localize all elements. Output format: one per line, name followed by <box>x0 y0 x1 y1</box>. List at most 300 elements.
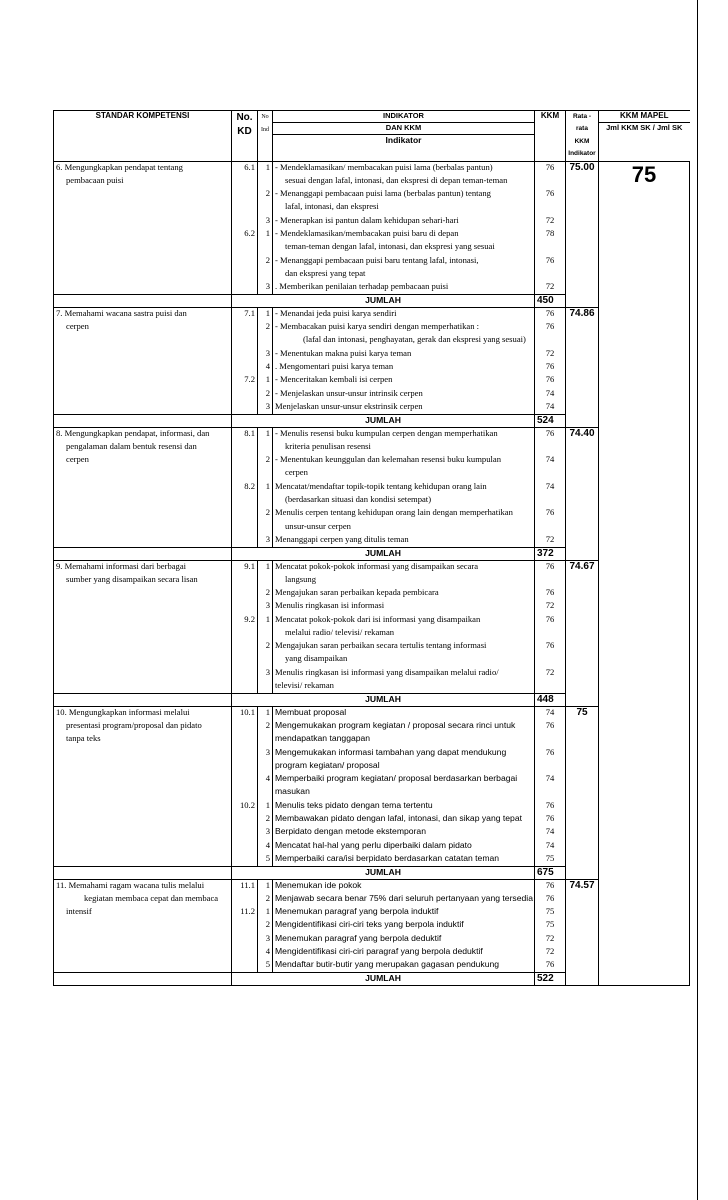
kkm-value-cell: 76 <box>535 587 566 600</box>
standar-kompetensi-cell: 11. Memahami ragam wacana tulis melalui <box>54 880 232 893</box>
standar-kompetensi-cell <box>54 494 232 507</box>
no-indikator-cell: 2 <box>258 813 273 826</box>
kkm-mapel-value: 75 <box>599 162 690 986</box>
no-indikator-cell: 3 <box>258 933 273 946</box>
kd-cell <box>232 574 258 587</box>
kkm-value-cell: 76 <box>535 893 566 906</box>
header-rata-3: KKM <box>574 137 590 145</box>
kkm-value-cell: 78 <box>535 228 566 241</box>
kkm-value-cell: 76 <box>535 308 566 321</box>
rata-rata-kkm-cell: 74.57 <box>566 880 599 986</box>
jumlah-blank <box>54 414 232 427</box>
kkm-value-cell <box>535 268 566 281</box>
standar-kompetensi-cell: pengalaman dalam bentuk resensi dan <box>54 441 232 454</box>
indikator-row <box>54 308 690 321</box>
page-right-rule <box>697 0 698 1200</box>
kd-cell <box>232 933 258 946</box>
kkm-value-cell <box>535 521 566 534</box>
jumlah-value: 675 <box>535 866 566 879</box>
kd-cell <box>232 773 258 786</box>
indikator-cell: - Menanggapi pembacaan puisi baru tentang lafal, intonasi, <box>273 255 535 268</box>
no-indikator-cell: 4 <box>258 361 273 374</box>
kd-cell: 6.1 <box>232 162 258 175</box>
kkm-value-cell: 74 <box>535 773 566 786</box>
kkm-value-cell <box>535 175 566 188</box>
kd-cell <box>232 321 258 334</box>
header-kkm: KKM <box>535 111 566 162</box>
kkm-value-cell: 76 <box>535 321 566 334</box>
jumlah-label: JUMLAH <box>232 973 535 986</box>
indikator-cell: Menulis ringkasan isi informasi <box>273 600 535 613</box>
kd-cell: 8.2 <box>232 481 258 494</box>
kkm-value-cell: 74 <box>535 401 566 414</box>
indikator-cell: Memperbaiki program kegiatan/ proposal berdasarkan berbagai <box>273 773 535 786</box>
indikator-cell: Berpidato dengan metode ekstemporan <box>273 826 535 839</box>
kd-cell <box>232 653 258 666</box>
indikator-cell: Menulis cerpen tentang kehidupan orang lain dengan memperhatikan <box>273 507 535 520</box>
indikator-cell: - Menanggapi pembacaan puisi lama (berbalas pantun) tentang <box>273 188 535 201</box>
indikator-cell: Mencatat/mendaftar topik-topik tentang kehidupan orang lain <box>273 481 535 494</box>
header-standar: STANDAR KOMPETENSI <box>54 111 232 162</box>
indikator-cell: Mengajukan saran perbaikan secara tertulis tentang informasi <box>273 640 535 653</box>
no-indikator-cell: 3 <box>258 600 273 613</box>
jumlah-label: JUMLAH <box>232 693 535 706</box>
indikator-cell: (lafal dan intonasi, penghayatan, gerak dan ekspresi yang sesuai) <box>273 334 535 347</box>
indikator-cell: Memperbaiki cara/isi berpidato berdasarkan catatan teman <box>273 853 535 866</box>
header-mapel-2: Jml KKM SK / Jml SK <box>599 123 690 162</box>
standar-kompetensi-cell: cerpen <box>54 321 232 334</box>
kkm-value-cell <box>535 467 566 480</box>
standar-kompetensi-cell <box>54 188 232 201</box>
no-indikator-cell <box>258 786 273 799</box>
kd-cell <box>232 747 258 760</box>
indikator-cell: Menjawab secara benar 75% dari seluruh pertanyaan yang tersedia <box>273 893 535 906</box>
header-rata-2: rata <box>576 125 588 133</box>
kkm-value-cell: 72 <box>535 946 566 959</box>
indikator-cell: - Menentukan keunggulan dan kelemahan resensi buku kumpulan <box>273 454 535 467</box>
no-indikator-cell: 2 <box>258 893 273 906</box>
no-indikator-cell <box>258 441 273 454</box>
standar-kompetensi-cell <box>54 481 232 494</box>
jumlah-value: 448 <box>535 693 566 706</box>
no-indikator-cell: 1 <box>258 707 273 720</box>
indikator-row <box>54 162 690 175</box>
no-indikator-cell: 3 <box>258 215 273 228</box>
no-indikator-cell <box>258 467 273 480</box>
indikator-cell: Mengemukakan program kegiatan / proposal secara rinci untuk <box>273 720 535 733</box>
no-indikator-cell: 1 <box>258 560 273 573</box>
kd-cell <box>232 826 258 839</box>
indikator-cell: Mendaftar butir-butir yang merupakan gagasan pendukung <box>273 959 535 972</box>
standar-kompetensi-cell <box>54 640 232 653</box>
bottom-border-cell <box>232 986 258 987</box>
indikator-cell: Mengemukakan informasi tambahan yang dapat mendukung <box>273 747 535 760</box>
bottom-border-cell <box>535 986 566 987</box>
indikator-cell: Membawakan pidato dengan lafal, intonasi, dan sikap yang tepat <box>273 813 535 826</box>
standar-kompetensi-cell: intensif <box>54 906 232 919</box>
kd-cell <box>232 281 258 294</box>
kkm-value-cell: 76 <box>535 507 566 520</box>
no-indikator-cell: 2 <box>258 321 273 334</box>
standar-kompetensi-cell <box>54 959 232 972</box>
standar-kompetensi-cell <box>54 228 232 241</box>
indikator-cell: lafal, intonasi, dan ekspresi <box>273 201 535 214</box>
header-rata-4: Indikator <box>568 150 596 158</box>
indikator-cell: Menulis teks pidato dengan tema tertentu <box>273 800 535 813</box>
no-indikator-cell: 3 <box>258 348 273 361</box>
indikator-cell: Mengidentifikasi ciri-ciri teks yang berpola induktif <box>273 919 535 932</box>
rata-rata-kkm-cell: 74.67 <box>566 560 599 706</box>
indikator-row <box>54 707 690 720</box>
no-indikator-cell: 2 <box>258 255 273 268</box>
kd-cell: 7.1 <box>232 308 258 321</box>
no-indikator-cell: 5 <box>258 853 273 866</box>
rata-rata-kkm-cell: 75.00 <box>566 162 599 308</box>
no-indikator-cell <box>258 733 273 746</box>
standar-kompetensi-cell <box>54 521 232 534</box>
no-indikator-cell: 2 <box>258 507 273 520</box>
no-indikator-cell <box>258 760 273 773</box>
kd-cell: 11.1 <box>232 880 258 893</box>
standar-kompetensi-cell <box>54 268 232 281</box>
kkm-value-cell <box>535 653 566 666</box>
kd-cell: 10.2 <box>232 800 258 813</box>
standar-kompetensi-cell <box>54 933 232 946</box>
kd-cell <box>232 268 258 281</box>
header-rata <box>566 111 599 162</box>
indikator-cell: . Mengomentari puisi karya teman <box>273 361 535 374</box>
kkm-value-cell: 76 <box>535 880 566 893</box>
kd-cell: 7.2 <box>232 374 258 387</box>
kd-cell <box>232 853 258 866</box>
bottom-border-cell <box>258 986 273 987</box>
indikator-cell: Mengajukan saran perbaikan kepada pembicara <box>273 587 535 600</box>
kkm-value-cell <box>535 760 566 773</box>
indikator-row <box>54 427 690 440</box>
no-indikator-cell: 2 <box>258 587 273 600</box>
no-indikator-cell: 1 <box>258 880 273 893</box>
standar-kompetensi-cell: sumber yang disampaikan secara lisan <box>54 574 232 587</box>
jumlah-label: JUMLAH <box>232 414 535 427</box>
no-indikator-cell: 1 <box>258 228 273 241</box>
header-kd: KD <box>237 126 252 137</box>
bottom-border-cell <box>566 986 599 987</box>
no-indikator-cell <box>258 494 273 507</box>
table-bottom-border <box>54 986 690 987</box>
jumlah-blank <box>54 294 232 307</box>
indikator-cell: - Menentukan makna puisi karya teman <box>273 348 535 361</box>
header-no-ind-1: No <box>261 114 269 120</box>
no-indikator-cell: 1 <box>258 427 273 440</box>
jumlah-value: 450 <box>535 294 566 307</box>
standar-kompetensi-cell <box>54 374 232 387</box>
standar-kompetensi-cell <box>54 401 232 414</box>
kkm-value-cell <box>535 334 566 347</box>
kd-cell <box>232 215 258 228</box>
standar-kompetensi-cell <box>54 627 232 640</box>
kd-cell <box>232 454 258 467</box>
no-indikator-cell: 1 <box>258 800 273 813</box>
indikator-row <box>54 880 690 893</box>
standar-kompetensi-cell: presentasi program/proposal dan pidato <box>54 720 232 733</box>
header-no-ind <box>258 111 273 162</box>
kd-cell <box>232 241 258 254</box>
standar-kompetensi-cell <box>54 215 232 228</box>
standar-kompetensi-cell <box>54 281 232 294</box>
standar-kompetensi-cell <box>54 614 232 627</box>
indikator-cell: sesuai dengan lafal, intonasi, dan ekspresi di depan teman-teman <box>273 175 535 188</box>
kd-cell <box>232 813 258 826</box>
kd-cell <box>232 494 258 507</box>
kkm-value-cell: 72 <box>535 215 566 228</box>
kkm-value-cell: 74 <box>535 388 566 401</box>
standar-kompetensi-cell: kegiatan membaca cepat dan membaca <box>54 893 232 906</box>
kkm-value-cell: 76 <box>535 640 566 653</box>
indikator-cell: - Menerapkan isi pantun dalam kehidupan sehari-hari <box>273 215 535 228</box>
indikator-cell: mendapatkan tanggapan <box>273 733 535 746</box>
no-indikator-cell <box>258 201 273 214</box>
standar-kompetensi-cell <box>54 946 232 959</box>
kd-cell <box>232 361 258 374</box>
no-indikator-cell <box>258 521 273 534</box>
jumlah-label: JUMLAH <box>232 547 535 560</box>
standar-kompetensi-cell <box>54 853 232 866</box>
header-indikator-title-1: INDIKATOR <box>273 111 535 123</box>
indikator-cell: Menjelaskan unsur-unsur ekstrinsik cerpen <box>273 401 535 414</box>
kd-cell: 11.2 <box>232 906 258 919</box>
standar-kompetensi-cell <box>54 600 232 613</box>
kkm-value-cell: 76 <box>535 959 566 972</box>
indikator-row <box>54 560 690 573</box>
no-indikator-cell: 1 <box>258 614 273 627</box>
no-indikator-cell <box>258 334 273 347</box>
indikator-cell: - Menjelaskan unsur-unsur intrinsik cerpen <box>273 388 535 401</box>
no-indikator-cell: 2 <box>258 388 273 401</box>
indikator-cell: Mencatat hal-hal yang perlu diperbaiki dalam pidato <box>273 840 535 853</box>
standar-kompetensi-cell <box>54 760 232 773</box>
no-indikator-cell: 3 <box>258 401 273 414</box>
indikator-cell: langsung <box>273 574 535 587</box>
kd-cell <box>232 720 258 733</box>
kkm-value-cell: 75 <box>535 853 566 866</box>
indikator-cell: televisi/ rekaman <box>273 680 535 693</box>
standar-kompetensi-cell <box>54 826 232 839</box>
jumlah-label: JUMLAH <box>232 866 535 879</box>
no-indikator-cell: 3 <box>258 747 273 760</box>
standar-kompetensi-cell <box>54 800 232 813</box>
kkm-value-cell: 72 <box>535 933 566 946</box>
standar-kompetensi-cell: 7. Memahami wacana sastra puisi dan <box>54 308 232 321</box>
standar-kompetensi-cell <box>54 467 232 480</box>
kkm-value-cell: 74 <box>535 840 566 853</box>
standar-kompetensi-cell <box>54 840 232 853</box>
kd-cell <box>232 388 258 401</box>
indikator-cell: - Mendeklamasikan/ membacakan puisi lama (berbalas pantun) <box>273 162 535 175</box>
kd-cell <box>232 348 258 361</box>
bottom-border-cell <box>599 986 690 987</box>
kkm-value-cell: 76 <box>535 560 566 573</box>
kd-cell <box>232 534 258 547</box>
kkm-value-cell: 76 <box>535 614 566 627</box>
indikator-cell: . Memberikan penilaian terhadap pembacaan puisi <box>273 281 535 294</box>
indikator-cell: teman-teman dengan lafal, intonasi, dan ekspresi yang sesuai <box>273 241 535 254</box>
header-indikator-title-2: DAN KKM <box>273 123 535 135</box>
bottom-border-cell <box>54 986 232 987</box>
standar-kompetensi-cell <box>54 773 232 786</box>
indikator-cell: Mengidentifikasi ciri-ciri paragraf yang berpola deduktif <box>273 946 535 959</box>
kd-cell <box>232 467 258 480</box>
no-indikator-cell: 2 <box>258 188 273 201</box>
kkm-value-cell: 72 <box>535 281 566 294</box>
kkm-value-cell <box>535 786 566 799</box>
no-indikator-cell <box>258 241 273 254</box>
no-indikator-cell: 2 <box>258 720 273 733</box>
kkm-value-cell: 74 <box>535 454 566 467</box>
kd-cell <box>232 680 258 693</box>
indikator-cell: melalui radio/ televisi/ rekaman <box>273 627 535 640</box>
no-indikator-cell <box>258 680 273 693</box>
jumlah-blank <box>54 547 232 560</box>
no-indikator-cell: 3 <box>258 534 273 547</box>
kd-cell <box>232 334 258 347</box>
kkm-value-cell: 76 <box>535 720 566 733</box>
kd-cell <box>232 401 258 414</box>
kd-cell <box>232 946 258 959</box>
header-rata-1: Rata - <box>572 113 592 120</box>
no-indikator-cell: 1 <box>258 374 273 387</box>
kd-cell <box>232 959 258 972</box>
indikator-cell: program kegiatan/ proposal <box>273 760 535 773</box>
jumlah-blank <box>54 973 232 986</box>
no-indikator-cell: 4 <box>258 840 273 853</box>
kkm-value-cell: 76 <box>535 361 566 374</box>
indikator-cell: cerpen <box>273 467 535 480</box>
kkm-value-cell: 76 <box>535 162 566 175</box>
standar-kompetensi-cell: 9. Memahami informasi dari berbagai <box>54 560 232 573</box>
no-indikator-cell: 3 <box>258 281 273 294</box>
kd-cell <box>232 760 258 773</box>
kkm-value-cell: 72 <box>535 600 566 613</box>
header-no-ind-2: Ind <box>261 127 269 134</box>
kkm-value-cell: 74 <box>535 707 566 720</box>
kd-cell <box>232 188 258 201</box>
standar-kompetensi-cell: 6. Mengungkapkan pendapat tentang <box>54 162 232 175</box>
kd-cell <box>232 640 258 653</box>
header-indikator-sub: Indikator <box>273 135 535 162</box>
standar-kompetensi-cell <box>54 534 232 547</box>
standar-kompetensi-cell: 8. Mengungkapkan pendapat, informasi, dan <box>54 427 232 440</box>
header-mapel-1: KKM MAPEL <box>599 111 690 123</box>
no-indikator-cell: 1 <box>258 906 273 919</box>
kd-cell <box>232 840 258 853</box>
kd-cell <box>232 175 258 188</box>
indikator-cell: dan ekspresi yang tepat <box>273 268 535 281</box>
no-indikator-cell <box>258 627 273 640</box>
standar-kompetensi-cell: cerpen <box>54 454 232 467</box>
kkm-value-cell <box>535 574 566 587</box>
indikator-cell: Menemukan paragraf yang berpola deduktif <box>273 933 535 946</box>
kkm-value-cell: 74 <box>535 826 566 839</box>
indikator-cell: Menemukan paragraf yang berpola induktif <box>273 906 535 919</box>
kkm-table <box>53 110 690 986</box>
standar-kompetensi-cell <box>54 334 232 347</box>
standar-kompetensi-cell <box>54 388 232 401</box>
header-row-1 <box>54 111 690 123</box>
rata-rata-kkm-cell: 74.86 <box>566 308 599 428</box>
no-indikator-cell <box>258 574 273 587</box>
jumlah-label: JUMLAH <box>232 294 535 307</box>
standar-kompetensi-cell <box>54 241 232 254</box>
kkm-value-cell: 72 <box>535 348 566 361</box>
no-indikator-cell <box>258 268 273 281</box>
standar-kompetensi-cell <box>54 786 232 799</box>
standar-kompetensi-cell <box>54 507 232 520</box>
jumlah-value: 522 <box>535 973 566 986</box>
kkm-value-cell <box>535 441 566 454</box>
no-indikator-cell: 3 <box>258 826 273 839</box>
kkm-value-cell <box>535 680 566 693</box>
kd-cell <box>232 587 258 600</box>
kd-cell: 8.1 <box>232 427 258 440</box>
standar-kompetensi-cell <box>54 361 232 374</box>
indikator-cell: - Membacakan puisi karya sendiri dengan memperhatikan : <box>273 321 535 334</box>
standar-kompetensi-cell <box>54 201 232 214</box>
kkm-value-cell: 72 <box>535 534 566 547</box>
no-indikator-cell: 1 <box>258 162 273 175</box>
no-indikator-cell: 1 <box>258 481 273 494</box>
standar-kompetensi-cell <box>54 813 232 826</box>
indikator-cell: Membuat proposal <box>273 707 535 720</box>
no-indikator-cell: 1 <box>258 308 273 321</box>
kkm-value-cell: 75 <box>535 919 566 932</box>
indikator-cell: - Menandai jeda puisi karya sendiri <box>273 308 535 321</box>
bottom-border-cell <box>273 986 535 987</box>
header-no-kd <box>232 111 258 162</box>
kkm-value-cell <box>535 494 566 507</box>
standar-kompetensi-cell <box>54 667 232 680</box>
kkm-value-cell <box>535 201 566 214</box>
standar-kompetensi-cell <box>54 348 232 361</box>
kd-cell <box>232 201 258 214</box>
indikator-cell: Mencatat pokok-pokok dari isi informasi yang disampaikan <box>273 614 535 627</box>
standar-kompetensi-cell <box>54 919 232 932</box>
standar-kompetensi-cell <box>54 653 232 666</box>
jumlah-blank <box>54 693 232 706</box>
kkm-table-body <box>54 111 690 987</box>
kd-cell <box>232 627 258 640</box>
standar-kompetensi-cell <box>54 255 232 268</box>
indikator-cell: kriteria penulisan resensi <box>273 441 535 454</box>
standar-kompetensi-cell <box>54 680 232 693</box>
standar-kompetensi-cell: pembacaan puisi <box>54 175 232 188</box>
indikator-cell: - Menulis resensi buku kumpulan cerpen dengan memperhatikan <box>273 427 535 440</box>
standar-kompetensi-cell: 10. Mengungkapkan informasi melalui <box>54 707 232 720</box>
kkm-value-cell: 76 <box>535 813 566 826</box>
standar-kompetensi-cell <box>54 747 232 760</box>
indikator-cell: masukan <box>273 786 535 799</box>
kkm-value-cell <box>535 241 566 254</box>
jumlah-value: 372 <box>535 547 566 560</box>
no-indikator-cell: 3 <box>258 667 273 680</box>
kd-cell <box>232 255 258 268</box>
kd-cell <box>232 733 258 746</box>
kd-cell <box>232 786 258 799</box>
indikator-cell: (berdasarkan situasi dan kondisi setempat) <box>273 494 535 507</box>
kkm-value-cell: 75 <box>535 906 566 919</box>
indikator-cell: - Mendeklamasikan/membacakan puisi baru di depan <box>273 228 535 241</box>
indikator-cell: - Menceritakan kembali isi cerpen <box>273 374 535 387</box>
indikator-cell: yang disampaikan <box>273 653 535 666</box>
